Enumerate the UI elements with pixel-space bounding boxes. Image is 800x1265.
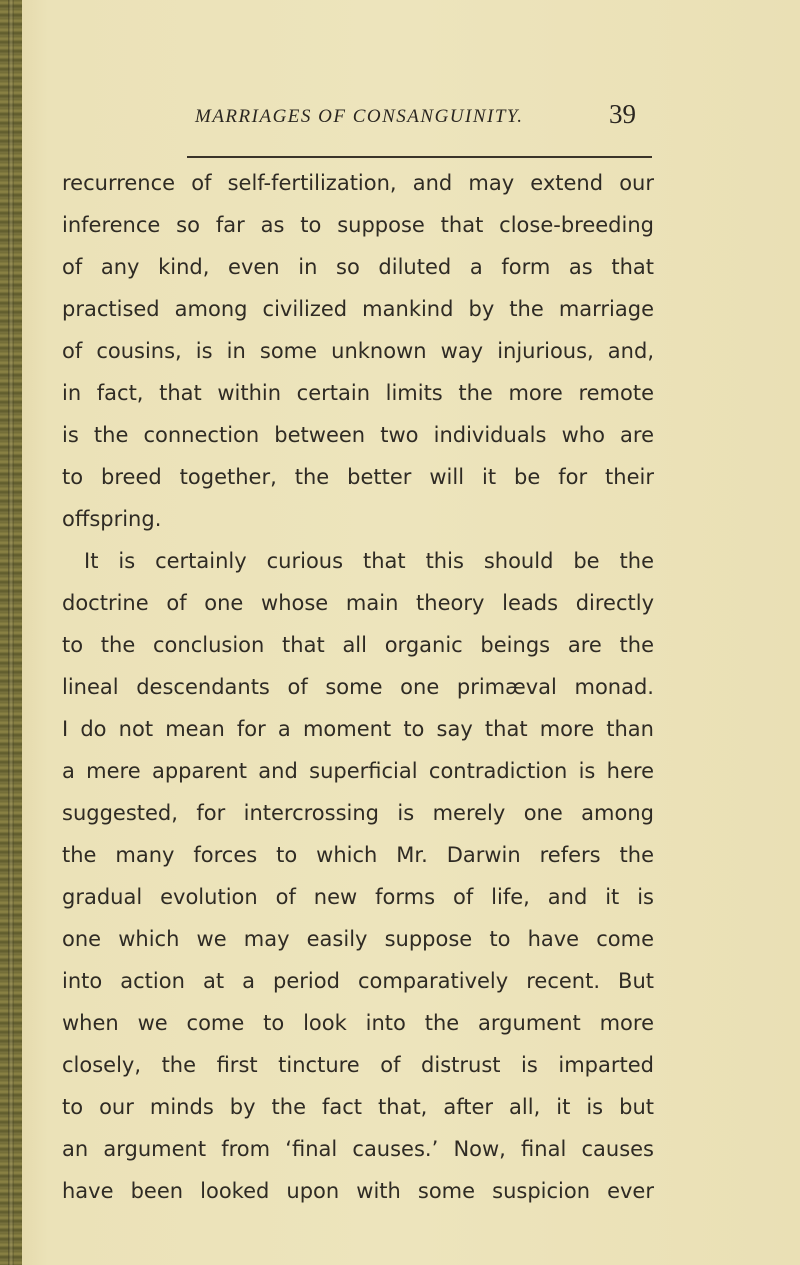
page-number: 39 — [609, 99, 636, 129]
text-line: when we come to look into the argument more — [62, 1011, 654, 1035]
text-line: to our minds by the fact that, after all, it is but — [62, 1095, 654, 1119]
text-line: lineal descendants of some one primæval monad. — [62, 675, 654, 699]
text-line: gradual evolution of new forms of life, and it is — [62, 885, 654, 909]
text-line: I do not mean for a moment to say that more than — [62, 717, 654, 741]
text-line: recurrence of self-fertilization, and may extend our — [62, 171, 654, 195]
text-line: offspring. — [62, 507, 162, 531]
text-line: to breed together, the better will it be for their — [62, 465, 654, 489]
text-line: of cousins, is in some unknown way injurious, and, — [62, 339, 654, 363]
text-line: practised among civilized mankind by the marriage — [62, 297, 654, 321]
text-line: in fact, that within certain limits the more remote — [62, 381, 654, 405]
text-line: of any kind, even in so diluted a form as that — [62, 255, 654, 279]
book-binding-edge — [0, 0, 22, 1265]
text-line: It is certainly curious that this should be the — [84, 549, 654, 573]
text-line: one which we may easily suppose to have come — [62, 927, 654, 951]
text-line: have been looked upon with some suspicion ever — [62, 1179, 654, 1203]
running-title: MARRIAGES OF CONSANGUINITY. — [195, 106, 524, 127]
text-line: inference so far as to suppose that close-breeding — [62, 213, 654, 237]
running-head — [0, 98, 800, 138]
text-line: a mere apparent and superficial contradiction is here — [62, 759, 654, 783]
text-line: the many forces to which Mr. Darwin refers the — [62, 843, 654, 867]
header-rule — [187, 156, 652, 158]
text-line: to the conclusion that all organic beings are the — [62, 633, 654, 657]
text-line: doctrine of one whose main theory leads directly — [62, 591, 654, 615]
body-text — [62, 162, 654, 1212]
text-line: suggested, for intercrossing is merely one among — [62, 801, 654, 825]
text-line: closely, the first tincture of distrust is imparted — [62, 1053, 654, 1077]
text-line: into action at a period comparatively recent. But — [62, 969, 654, 993]
text-line: an argument from ‘final causes.’ Now, final causes — [62, 1137, 654, 1161]
text-line: is the connection between two individuals who are — [62, 423, 654, 447]
